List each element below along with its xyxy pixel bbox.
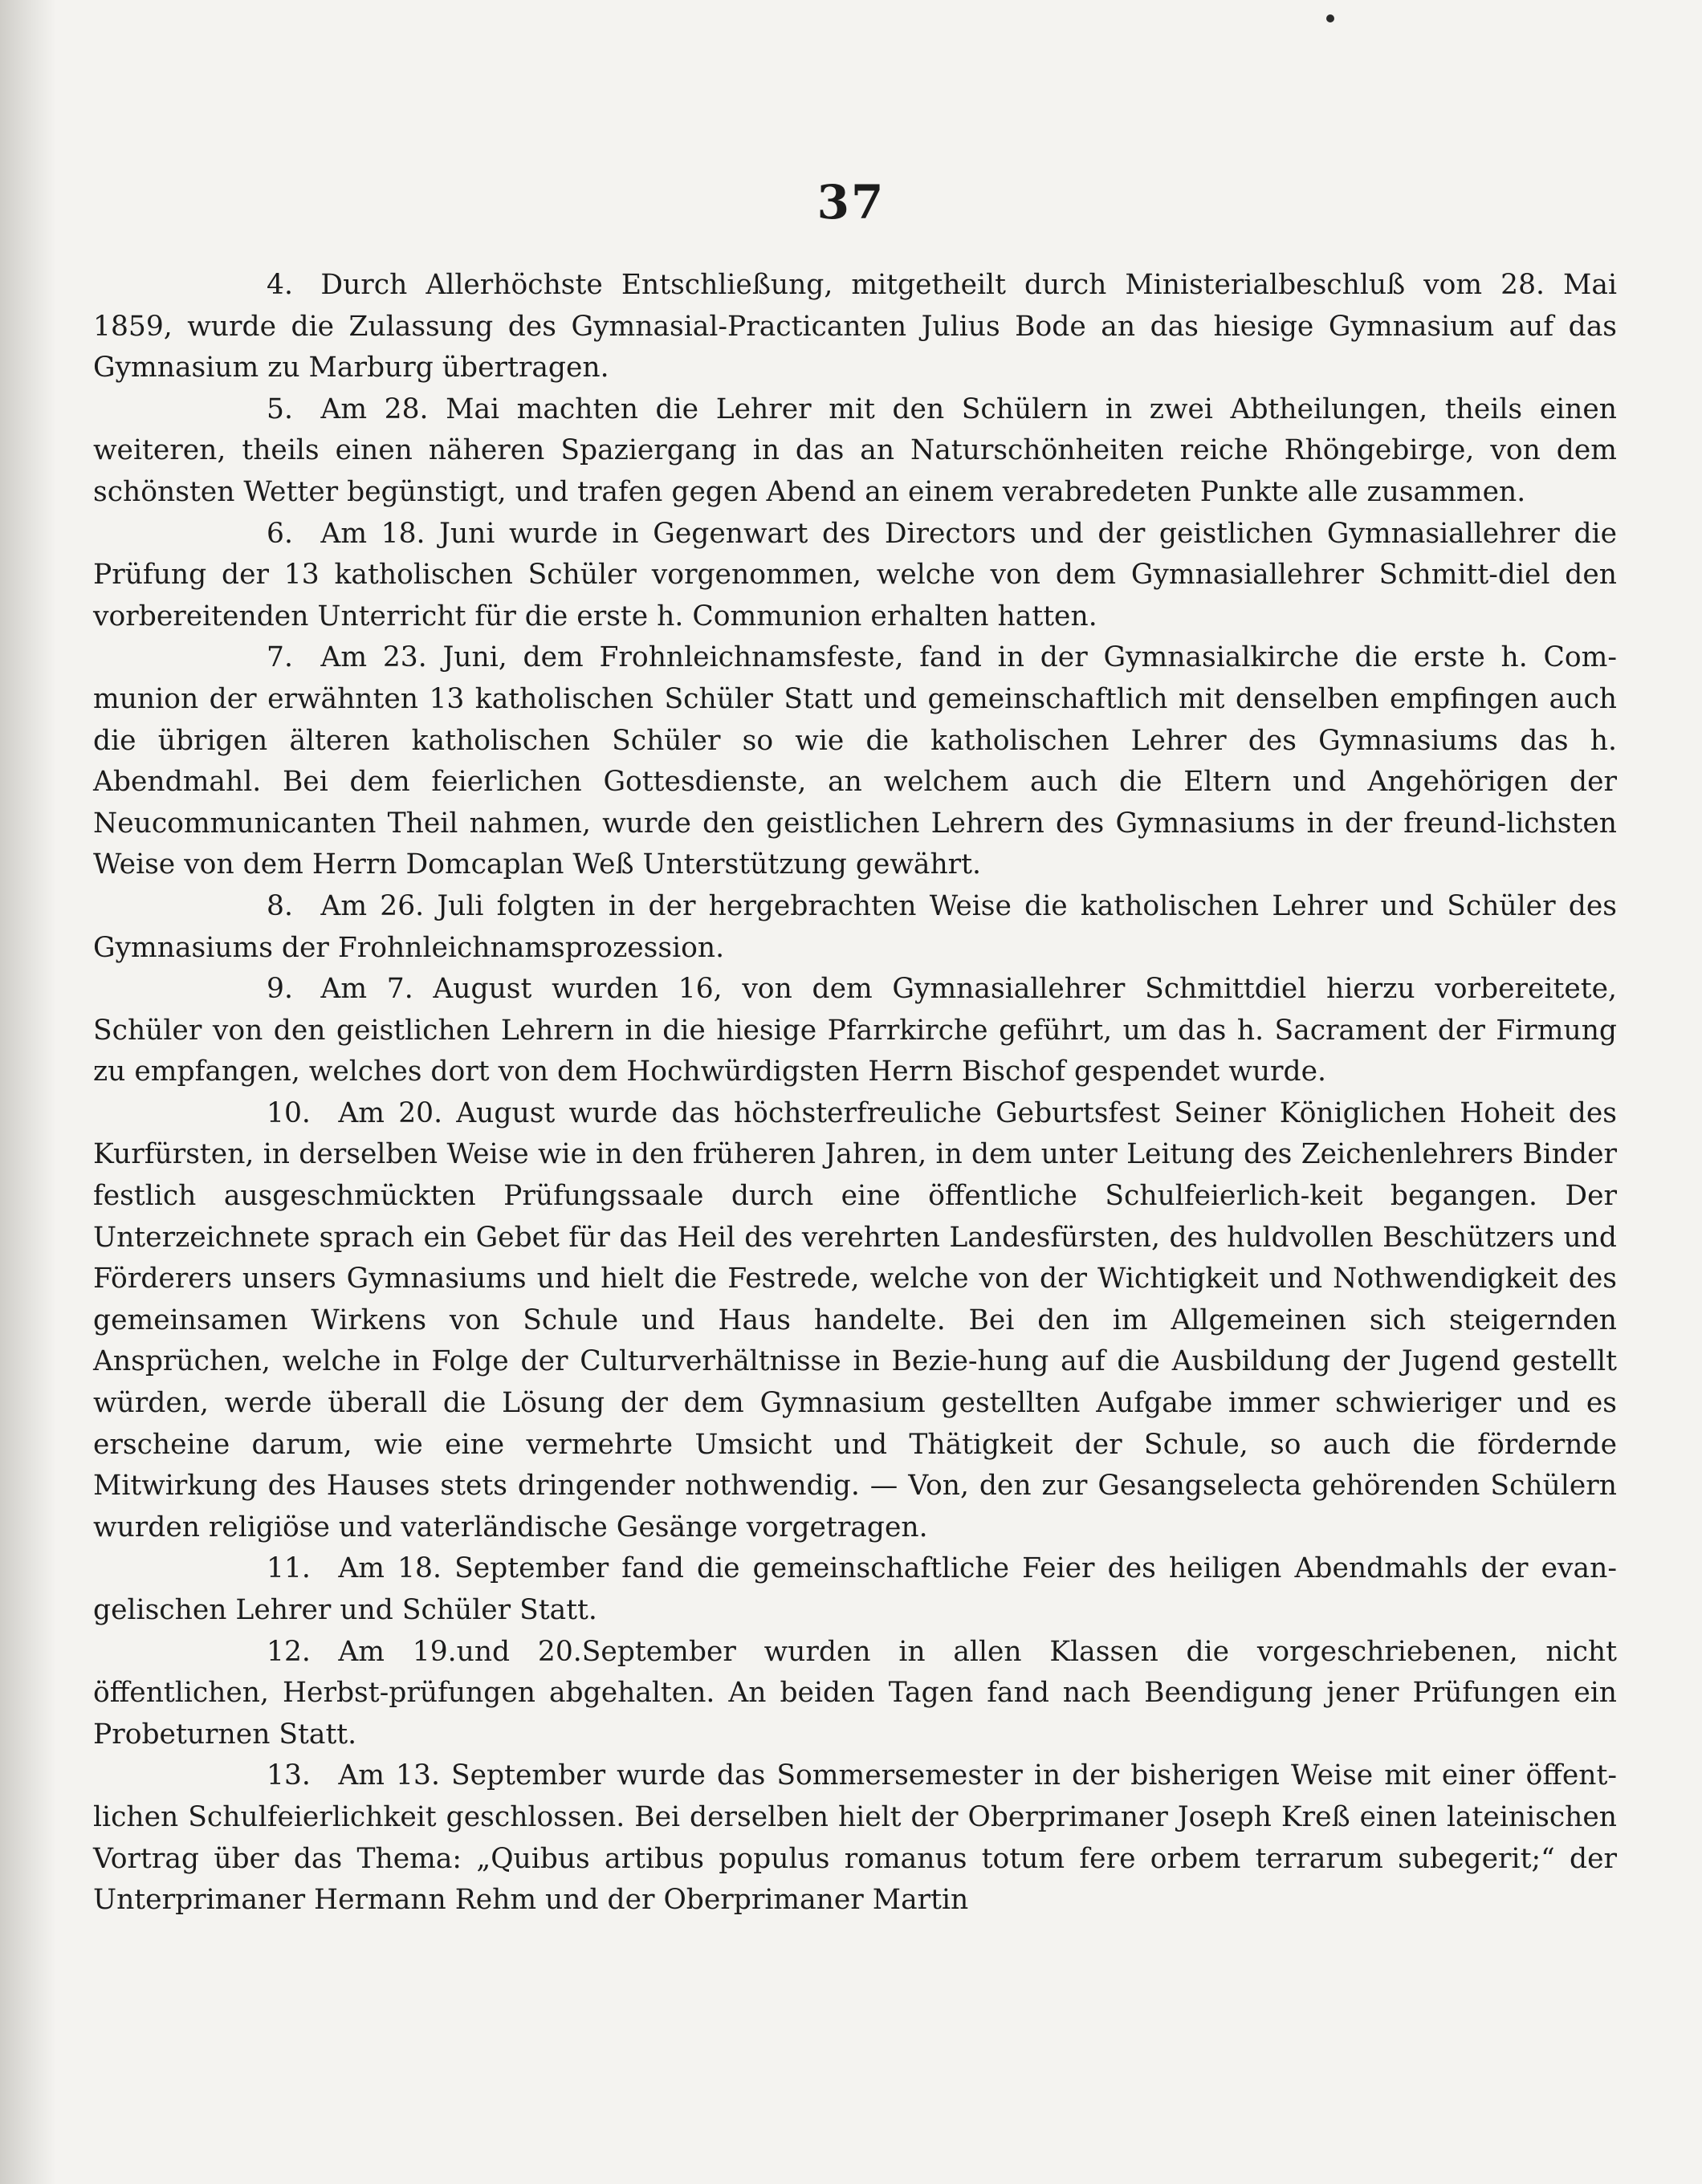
- page-number: 37: [816, 175, 886, 230]
- paragraph-number: 7.: [267, 641, 293, 674]
- paragraph-number: 11.: [267, 1552, 311, 1585]
- paragraph-5: [93, 389, 1617, 514]
- body-text: [93, 265, 1617, 1922]
- paragraph-8: [93, 886, 1617, 969]
- paragraph-7: [93, 637, 1617, 886]
- ink-dot: [1326, 14, 1334, 22]
- paragraph-number: 13.: [267, 1759, 311, 1792]
- paragraph-number: 5.: [267, 392, 293, 425]
- paragraph-number: 12.: [267, 1635, 311, 1668]
- paragraph-text: Am 18. September fand die gemeinschaftliche Feier des heiligen Abendmahls der evan-gelischen Lehrer und Schüler Statt.: [93, 1552, 1617, 1626]
- paragraph-12: [93, 1632, 1617, 1756]
- paragraph-text: Am 19.und 20.September wurden in allen Klassen die vorgeschriebenen, nicht öffentlichen, Herbst-prüfungen abgehalten. An beiden Tagen fand nach Beendigung jener Prüfungen ein Probeturnen Statt.: [93, 1635, 1617, 1751]
- paragraph-number: 8.: [267, 889, 293, 922]
- paragraph-text: Am 7. August wurden 16, von dem Gymnasiallehrer Schmittdiel hierzu vorbereitete, Schüler von den geistlichen Lehrern in die hiesige Pfarrkirche geführt, um das h. Sacrament der Firmung zu empfangen, welches dort von dem Hochwürdigsten Herrn Bischof gespendet wurde.: [93, 973, 1617, 1088]
- paragraph-9: [93, 969, 1617, 1093]
- paragraph-11: [93, 1548, 1617, 1631]
- paragraph-13: [93, 1755, 1617, 1921]
- paragraph-text: Am 20. August wurde das höchsterfreuliche Geburtsfest Seiner Königlichen Hoheit des Kurfürsten, in derselben Weise wie in den früheren Jahren, in dem unter Leitung des Zeichenlehrers Binder festlich ausgeschmückten Prüfungssaale durch eine öffentliche Schulfeierlich-keit begangen. Der Unterzeichnete sprach ein Gebet für das Heil des verehrten Landesfürsten, des huldvollen Beschützers und Förderers unsers Gymnasiums und hielt die Festrede, welche von der Wichtigkeit und Nothwendigkeit des gemeinsamen Wirkens von Schule und Haus handelte. Bei den im Allgemeinen sich steigernden Ansprüchen, welche in Folge der Culturverhältnisse in Bezie-hung auf die Ausbildung der Jugend gestellt würden, werde überall die Lösung der dem Gymnasium gestellten Aufgabe immer schwieriger und es erscheine darum, wie eine vermehrte Umsicht und Thätigkeit der Schule, so auch die fördernde Mitwirkung des Hauses stets dringender nothwendig. — Von, den zur Gesangselecta gehörenden Schülern wurden religiöse und vaterländische Gesänge vorgetragen.: [93, 1096, 1617, 1543]
- binding-gutter: [0, 0, 56, 2184]
- paragraph-text: Am 23. Juni, dem Frohnleichnamsfeste, fand in der Gymnasialkirche die erste h. Com-munion der erwähnten 13 katholischen Schüler Statt und gemeinschaftlich mit denselben empfingen auch die übrigen älteren katholischen Schüler so wie die katholischen Lehrer des Gymnasiums das h. Abendmahl. Bei dem feierlichen Gottesdienste, an welchem auch die Eltern und Angehörigen der Neucommunicanten Theil nahmen, wurde den geistlichen Lehrern des Gymnasiums in der freund-lichsten Weise von dem Herrn Domcaplan Weß Unterstützung gewährt.: [93, 641, 1617, 881]
- paragraph-10: [93, 1093, 1617, 1549]
- paragraph-number: 9.: [267, 973, 293, 1006]
- paragraph-text: Am 18. Juni wurde in Gegenwart des Directors und der geistlichen Gymnasiallehrer die Prüfung der 13 katholischen Schüler vorgenommen, welche von dem Gymnasiallehrer Schmitt-diel den vorbereitenden Unterricht für die erste h. Communion erhalten hatten.: [93, 517, 1617, 632]
- paragraph-number: 6.: [267, 517, 293, 550]
- paragraph-text: Am 28. Mai machten die Lehrer mit den Schülern in zwei Abtheilungen, theils einen weiteren, theils einen näheren Spaziergang in das an Naturschönheiten reiche Rhöngebirge, von dem schönsten Wetter begünstigt, und trafen gegen Abend an einem verabredeten Punkte alle zusammen.: [93, 392, 1617, 508]
- paragraph-number: 4.: [267, 269, 293, 301]
- paragraph-4: [93, 265, 1617, 389]
- paragraph-6: [93, 514, 1617, 638]
- paragraph-text: Am 26. Juli folgten in der hergebrachten Weise die katholischen Lehrer und Schüler des Gymnasiums der Frohnleichnamsprozession.: [93, 889, 1617, 964]
- paragraph-text: Am 13. September wurde das Sommersemester in der bisherigen Weise mit einer öffent-lichen Schulfeierlichkeit geschlossen. Bei derselben hielt der Oberprimaner Joseph Kreß einen lateinischen Vortrag über das Thema: „Quibus artibus populus romanus totum fere orbem terrarum subegerit;“ der Unterprimaner Hermann Rehm und der Oberprimaner Martin: [93, 1759, 1617, 1917]
- paragraph-text: Durch Allerhöchste Entschließung, mitgetheilt durch Ministerialbeschluß vom 28. Mai 1859, wurde die Zulassung des Gymnasial-Practicanten Julius Bode an das hiesige Gymnasium auf das Gymnasium zu Marburg übertragen.: [93, 269, 1617, 384]
- paragraph-number: 10.: [267, 1096, 311, 1129]
